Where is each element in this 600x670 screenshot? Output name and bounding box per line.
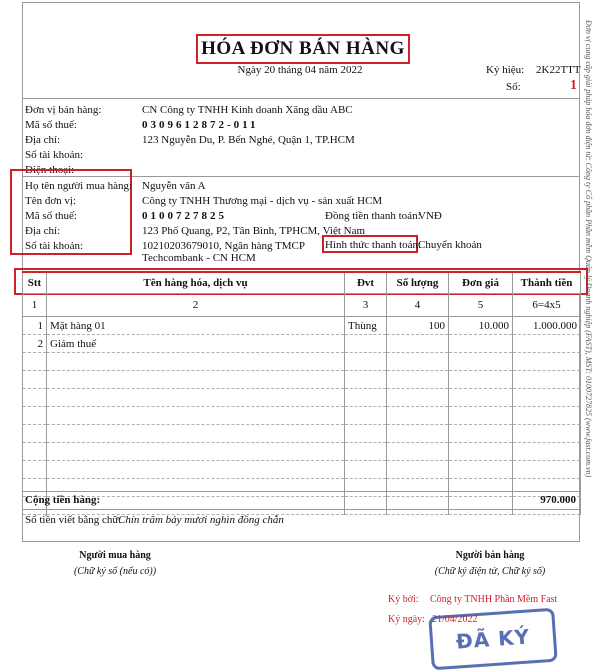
buyer-tax-value: 0100727825 (142, 210, 227, 222)
total-label: Cộng tiền hàng: (25, 494, 101, 506)
divider (22, 98, 580, 99)
table-row-empty (23, 443, 581, 461)
total-value: 970.000 (540, 494, 576, 506)
table-row-empty (23, 353, 581, 371)
numbering-cell: 2 (47, 294, 345, 317)
amount-words-value: Chín trăm bảy mươi nghìn đồng chẵn (118, 514, 284, 526)
signed-by-value: Công ty TNHH Phần Mềm Fast (430, 594, 558, 605)
buyer-person-value: Nguyễn văn A (142, 180, 206, 192)
table-numbering-row (23, 294, 581, 317)
buyer-account-label: Số tài khoản: (25, 240, 84, 252)
cell-unit: Thùng (345, 317, 387, 335)
signed-date-value: 21/04/2022 (432, 614, 478, 625)
cell-quantity (387, 335, 449, 353)
buyer-address-value: 123 Phố Quang, P2, Tân Bình, TPHCM, Việt Nam (142, 225, 366, 237)
seller-tax-label: Mã số thuế: (25, 119, 77, 131)
seller-tax-value: 0309612872-011 (142, 119, 259, 131)
table-row-empty (23, 479, 581, 497)
buyer-sign-title: Người mua hàng (79, 550, 151, 561)
seller-sign-note: (Chữ ký điện tử, Chữ ký số) (434, 566, 546, 577)
numbering-cell: 3 (345, 294, 387, 317)
header-price: Đơn giá (449, 272, 513, 294)
seller-phone-label: Điện thoại: (25, 164, 75, 176)
buyer-currency-value: VNĐ (418, 210, 442, 222)
seller-address-value: 123 Nguyễn Du, P. Bến Nghé, Quận 1, TP.HCM (142, 134, 355, 146)
cell-name: Mặt hàng 01 (47, 317, 345, 335)
cell-stt: 2 (23, 335, 47, 353)
invoice-title: HÓA ĐƠN BÁN HÀNG (196, 34, 410, 64)
items-table (22, 271, 581, 515)
symbol-label: Ký hiệu: (486, 64, 525, 76)
table-row (23, 335, 581, 353)
table-row-empty (23, 407, 581, 425)
seller-name-value: CN Công ty TNHH Kinh doanh Xăng dầu ABC (142, 104, 353, 116)
header-unit: Đvt (345, 272, 387, 294)
numbering-cell: 5 (449, 294, 513, 317)
table-row-empty (23, 389, 581, 407)
buyer-unit-value: Công ty TNHH Thương mại - dịch vụ - sản xuất HCM (142, 195, 383, 207)
number-label: Số: (506, 81, 521, 93)
cell-stt: 1 (23, 317, 47, 335)
divider (22, 491, 580, 492)
seller-account-label: Số tài khoản: (25, 149, 84, 161)
cell-quantity: 100 (387, 317, 449, 335)
buyer-account-value-line2: Techcombank - CN HCM (142, 252, 256, 264)
buyer-sign-note: (Chữ ký số (nếu có)) (73, 566, 157, 577)
amount-words-label: Số tiền viết bằng chữ: (25, 514, 122, 526)
numbering-cell: 1 (23, 294, 47, 317)
cell-price (449, 335, 513, 353)
buyer-tax-label: Mã số thuế: (25, 210, 77, 222)
cell-amount: 1.000.000 (513, 317, 581, 335)
header-quantity: Số lượng (387, 272, 449, 294)
table-row-empty (23, 371, 581, 389)
signed-by-label: Ký bởi: (388, 594, 419, 605)
provider-side-text: Đơn vị cung cấp giải pháp hóa đơn điện tử: Công ty Cổ phần Phần mềm Quản lý Doanh nghiệp (FAST), MST: 0100727825 (www.fast.com.vn) (584, 20, 593, 478)
buyer-person-label: Họ tên người mua hàng: (25, 180, 133, 192)
buyer-unit-label: Tên đơn vị: (25, 195, 77, 207)
seller-address-label: Địa chỉ: (25, 134, 61, 146)
table-row-empty (23, 497, 581, 515)
buyer-payment-value: Chuyển khoản (418, 239, 482, 251)
seller-name-label: Đơn vị bán hàng: (25, 104, 102, 116)
seller-sign-title: Người bán hàng (455, 550, 525, 561)
buyer-payment-label: Hình thức thanh toán: (325, 239, 422, 251)
header-name: Tên hàng hóa, dịch vụ (47, 272, 345, 294)
header-stt: Stt (23, 272, 47, 294)
table-row-empty (23, 425, 581, 443)
table-row (23, 317, 581, 335)
header-amount: Thành tiền (513, 272, 581, 294)
signed-date-label: Ký ngày: (388, 614, 425, 625)
cell-price: 10.000 (449, 317, 513, 335)
numbering-cell: 4 (387, 294, 449, 317)
cell-amount (513, 335, 581, 353)
divider (22, 509, 580, 510)
number-value: 1 (570, 78, 577, 93)
buyer-currency-label: Đồng tiền thanh toán: (325, 210, 421, 222)
invoice-date: Ngày 20 tháng 04 năm 2022 (237, 64, 363, 76)
table-row-empty (23, 461, 581, 479)
symbol-value: 2K22TTT (536, 64, 581, 76)
buyer-account-value-line1: 10210203679010, Ngân hàng TMCP (142, 240, 305, 252)
buyer-address-label: Địa chỉ: (25, 225, 61, 237)
table-header-row (23, 272, 581, 294)
cell-name: Giảm thuế (47, 335, 345, 353)
numbering-cell: 6=4x5 (513, 294, 581, 317)
signed-stamp: ĐÃ KÝ (428, 608, 557, 670)
cell-unit (345, 335, 387, 353)
